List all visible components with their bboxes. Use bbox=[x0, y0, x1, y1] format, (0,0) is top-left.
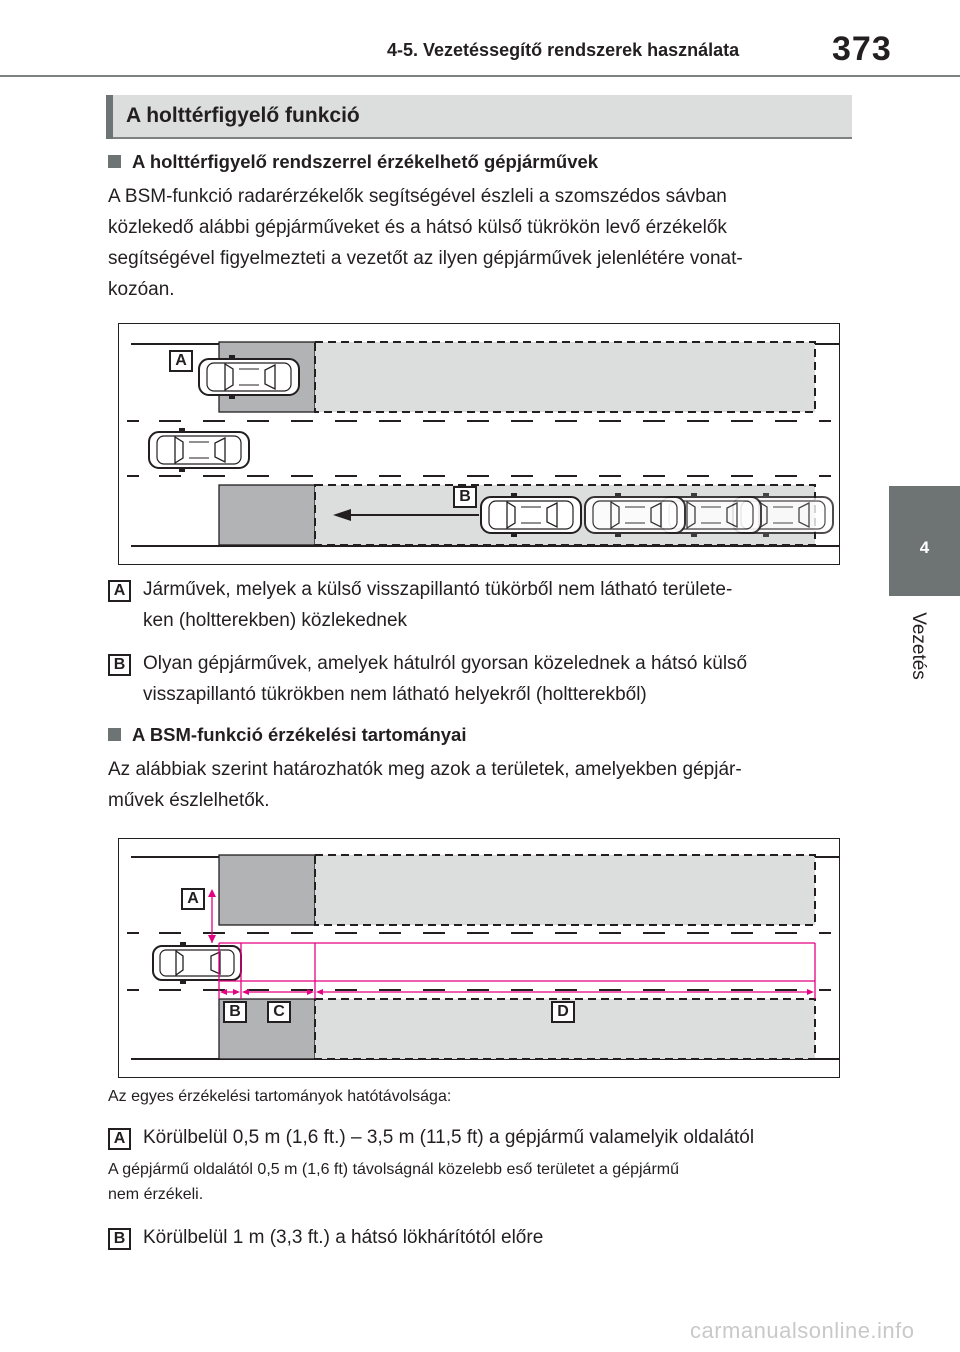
note-line: A gépjármű oldalától 0,5 m (1,6 ft) távolságnál közelebb eső területet a gépjármű bbox=[108, 1161, 679, 1178]
subsection-heading-2 bbox=[108, 724, 466, 746]
approach-zone-upper bbox=[315, 342, 815, 412]
figure2-label-c: C bbox=[267, 1001, 291, 1023]
paragraph-1 bbox=[108, 181, 852, 305]
note-line: nem érzékeli. bbox=[108, 1186, 204, 1203]
paragraph-line: közlekedő alábbi gépjárműveket és a hátsó külső tükrökön levő érzékelők bbox=[108, 217, 727, 238]
subsection-heading-2-text: A BSM-funkció érzékelési tartományai bbox=[132, 724, 467, 745]
item-line: Járművek, melyek a külső visszapillantó tükörből nem látható területe- bbox=[143, 579, 733, 600]
approaching-vehicle-ghost bbox=[585, 493, 685, 537]
range-tag-a: A bbox=[108, 1128, 131, 1150]
paragraph-2 bbox=[108, 754, 852, 816]
own-vehicle bbox=[149, 428, 249, 472]
figure-blind-spot-diagram bbox=[119, 324, 839, 564]
range-tag-b: B bbox=[108, 1228, 131, 1250]
zone-upper-blind bbox=[219, 855, 315, 925]
approaching-vehicle bbox=[481, 493, 581, 537]
chapter-tab bbox=[889, 486, 960, 596]
figure-detection-ranges-diagram bbox=[119, 839, 839, 1077]
note bbox=[108, 1157, 828, 1207]
item-tag-a: A bbox=[108, 580, 131, 602]
paragraph-line: művek észlelhetők. bbox=[108, 790, 270, 811]
square-bullet-icon bbox=[108, 728, 121, 741]
range-a-text: Körülbelül 0,5 m (1,6 ft.) – 3,5 m (11,5 ft) a gépjármű valamelyik oldalától bbox=[143, 1127, 755, 1148]
figure1-label-b: B bbox=[453, 486, 477, 508]
running-header: 4-5. Vezetéssegítő rendszerek használata bbox=[387, 40, 740, 60]
chapter-label bbox=[903, 600, 933, 692]
figure-detection-ranges bbox=[118, 838, 840, 1078]
item-tag-b: B bbox=[108, 654, 131, 676]
figure1-label-a: A bbox=[169, 350, 193, 372]
paragraph-line: segítségével figyelmezteti a vezetőt az ilyen gépjárművek jelenlétére vonat- bbox=[108, 248, 743, 269]
figure2-label-d: D bbox=[551, 1001, 575, 1023]
section-title-bar bbox=[106, 95, 113, 139]
chapter-number: 4 bbox=[919, 538, 930, 557]
watermark: carmanualsonline.info bbox=[690, 1318, 915, 1343]
item-a-text bbox=[143, 574, 853, 636]
page-number: 373 bbox=[832, 30, 892, 68]
figure2-label-a: A bbox=[181, 888, 205, 910]
item-line: ken (holtterekben) közlekednek bbox=[143, 610, 408, 631]
paragraph-line: kozóan. bbox=[108, 279, 175, 300]
square-bullet-icon bbox=[108, 155, 121, 168]
chapter-label-text: Vezetés bbox=[908, 612, 929, 680]
own-vehicle bbox=[153, 942, 241, 984]
vehicle-in-blind-spot bbox=[199, 355, 299, 399]
item-line: Olyan gépjárművek, amelyek hátulról gyorsan közelednek a hátsó külső bbox=[143, 653, 748, 674]
zone-upper-approach bbox=[315, 855, 815, 925]
section-title-box bbox=[106, 95, 852, 139]
figure-blind-spot bbox=[118, 323, 840, 565]
header-rule bbox=[0, 75, 960, 77]
subsection-heading-1 bbox=[108, 151, 598, 173]
item-b-text bbox=[143, 648, 853, 710]
figure2-label-b: B bbox=[223, 1001, 247, 1023]
range-b-text: Körülbelül 1 m (3,3 ft.) a hátsó lökhárítótól előre bbox=[143, 1227, 544, 1248]
subsection-heading-1-text: A holttérfigyelő rendszerrel érzékelhető gépjárművek bbox=[132, 151, 599, 172]
paragraph-line: A BSM-funkció radarérzékelők segítségével észleli a szomszédos sávban bbox=[108, 186, 727, 207]
paragraph-line: Az alábbiak szerint határozhatók meg azok a területek, amelyekben gépjár- bbox=[108, 759, 742, 780]
figure2-caption: Az egyes érzékelési tartományok hatótávolsága: bbox=[108, 1088, 452, 1105]
blind-spot-zone-lower bbox=[219, 485, 315, 545]
item-line: visszapillantó tükrökben nem látható helyekről (holtterekből) bbox=[143, 684, 647, 705]
section-title: A holttérfigyelő funkció bbox=[126, 104, 360, 127]
